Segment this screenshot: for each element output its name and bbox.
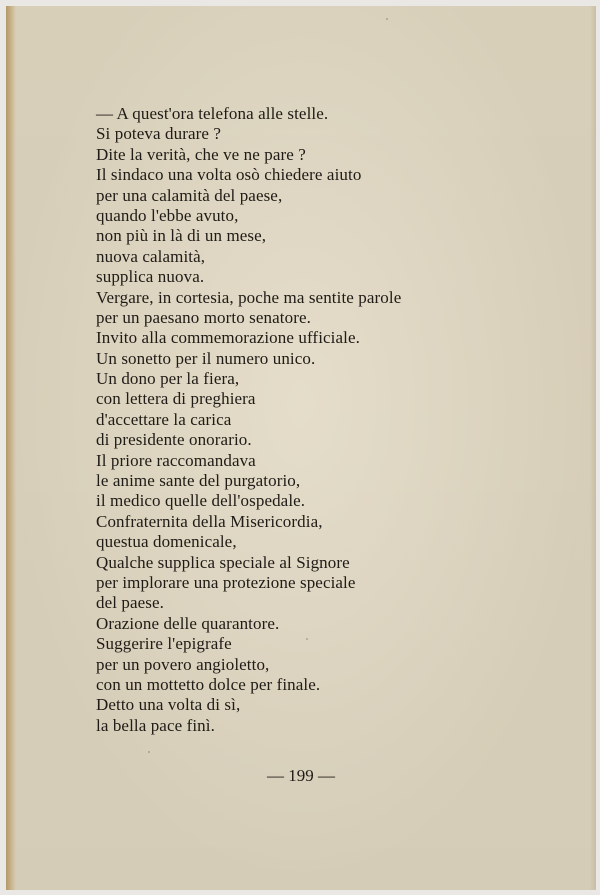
poem-line: del paese. [96,593,165,613]
poem-line: Qualche supplica speciale al Signore [96,552,350,572]
poem-line: le anime sante del purgatorio, [96,471,301,491]
poem-line: con lettera di preghiera [96,389,256,409]
poem-line: Detto una volta di sì, [96,695,241,715]
poem-line: per una calamità del paese, [96,185,283,205]
poem-line: Il sindaco una volta osò chiedere aiuto [96,165,362,185]
poem-line: Vergare, in cortesia, poche ma sentite parole [96,287,402,307]
poem-line: d'accettare la carica [96,409,232,429]
poem-line: Confraternita della Misericordia, [96,511,323,531]
poem-line: con un mottetto dolce per finale. [96,674,321,694]
binding-shadow [6,6,16,890]
page-number: — 199 — [267,766,335,785]
poem-line: per implorare una protezione speciale [96,572,356,592]
poem-line: questua domenicale, [96,532,237,552]
poem-line: Suggerire l'epigrafe [96,634,232,654]
poem-line: Si poteva durare ? [96,124,222,144]
poem-line: Dite la verità, che ve ne pare ? [96,144,306,164]
poem-line: nuova calamità, [96,246,206,266]
poem-line: Il priore raccomandava [96,450,256,470]
poem-line: — A quest'ora telefona alle stelle. [96,104,329,123]
poem-line: supplica nuova. [96,267,205,287]
poem-line: Invito alla commemorazione ufficiale. [96,328,360,348]
poem-line: per un povero angioletto, [96,654,270,674]
poem-line: per un paesano morto senatore. [96,307,311,327]
poem-line: non più in là di un mese, [96,226,267,246]
poem-line: Un sonetto per il numero unico. [96,348,316,368]
poem-line: il medico quelle dell'ospedale. [96,491,306,511]
poem-line: la bella pace finì. [96,715,215,735]
paper-speck [148,751,150,753]
poem-text [96,104,401,736]
poem-line: quando l'ebbe avuto, [96,205,239,225]
poem-line: Orazione delle quarantore. [96,613,280,633]
book-page [6,6,596,890]
page-edge-shade [590,6,596,890]
paper-speck [386,18,388,20]
poem-line: Un dono per la fiera, [96,369,240,389]
paper-speck [306,638,308,640]
poem-line: di presidente onorario. [96,430,252,450]
